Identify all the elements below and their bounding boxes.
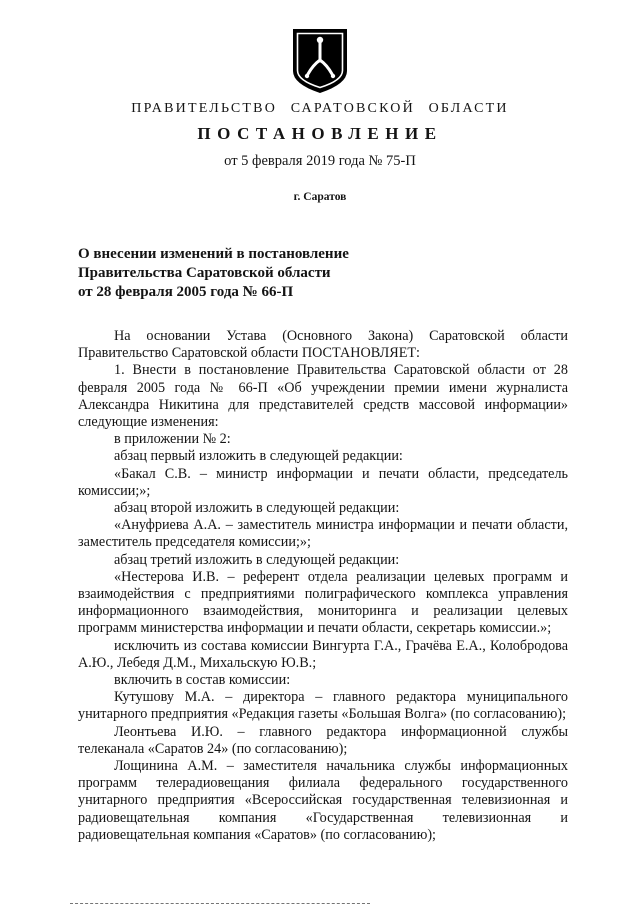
body-paragraph: «Нестерова И.В. – референт отдела реализации целевых программ и взаимодействия с предприятиями полиграфического комплекса управления информационного взаимодействия, мониторинга и реализации целевых программ министерства информации и печати области, секретарь комиссии.»; <box>78 568 568 637</box>
body-paragraph: исключить из состава комиссии Вингурта Г.А., Грачёва Е.А., Колобродова А.Ю., Лебедя Д.М., Михальскую Ю.В.; <box>78 637 568 671</box>
body-paragraph: 1. Внести в постановление Правительства Саратовской области от 28 февраля 2005 года № 66-П «Об учреждении премии имени журналиста Александра Никитина для представителей средств массовой информации» следующие изменения: <box>78 362 568 431</box>
page-bottom-scan-artifact <box>70 903 370 904</box>
title-line: от 28 февраля 2005 года № 66-П <box>78 284 294 300</box>
body-paragraph: абзац первый изложить в следующей редакции: <box>114 448 403 465</box>
document-title <box>78 245 570 302</box>
document-type-heading: ПОСТАНОВЛЕНИЕ <box>197 124 443 143</box>
document-place: г. Саратов <box>293 191 347 203</box>
body-paragraph: Леонтьева И.Ю. – главного редактора информационной службы телеканала «Саратов 24» (по согласованию); <box>78 723 568 757</box>
body-paragraph: «Ануфриева А.А. – заместитель министра информации и печати области, заместитель председателя комиссии;»; <box>78 517 568 551</box>
title-line: О внесении изменений в постановление <box>78 246 349 262</box>
document-body <box>78 328 568 844</box>
saratov-coat-of-arms-icon <box>291 27 349 95</box>
body-paragraph: абзац второй изложить в следующей редакции: <box>114 500 400 517</box>
body-paragraph: Лощинина А.М. – заместителя начальника службы информационных программ телерадиовещания филиала федерального государственного унитарного предприятия «Всероссийская государственная телевизионная и радиовещательная компания «Государственная телевизионная и радиовещательная компания «Саратов» (по согласованию); <box>78 758 568 843</box>
organization-name: ПРАВИТЕЛЬСТВО САРАТОВСКОЙ ОБЛАСТИ <box>131 101 509 116</box>
title-line: Правительства Саратовской области <box>78 265 331 281</box>
body-paragraph: Кутушову М.А. – директора – главного редактора муниципального унитарного предприятия «Редакция газеты «Большая Волга» (по согласованию); <box>78 689 568 723</box>
body-paragraph: в приложении № 2: <box>114 431 231 448</box>
body-paragraph: включить в состав комиссии: <box>114 672 291 689</box>
body-paragraph: На основании Устава (Основного Закона) Саратовской области Правительство Саратовской области ПОСТАНОВЛЯЕТ: <box>78 328 568 362</box>
body-paragraph: абзац третий изложить в следующей редакции: <box>114 551 400 568</box>
body-paragraph: «Бакал С.В. – министр информации и печати области, председатель комиссии;»; <box>78 465 568 499</box>
document-date-number: от 5 февраля 2019 года № 75-П <box>224 153 416 169</box>
